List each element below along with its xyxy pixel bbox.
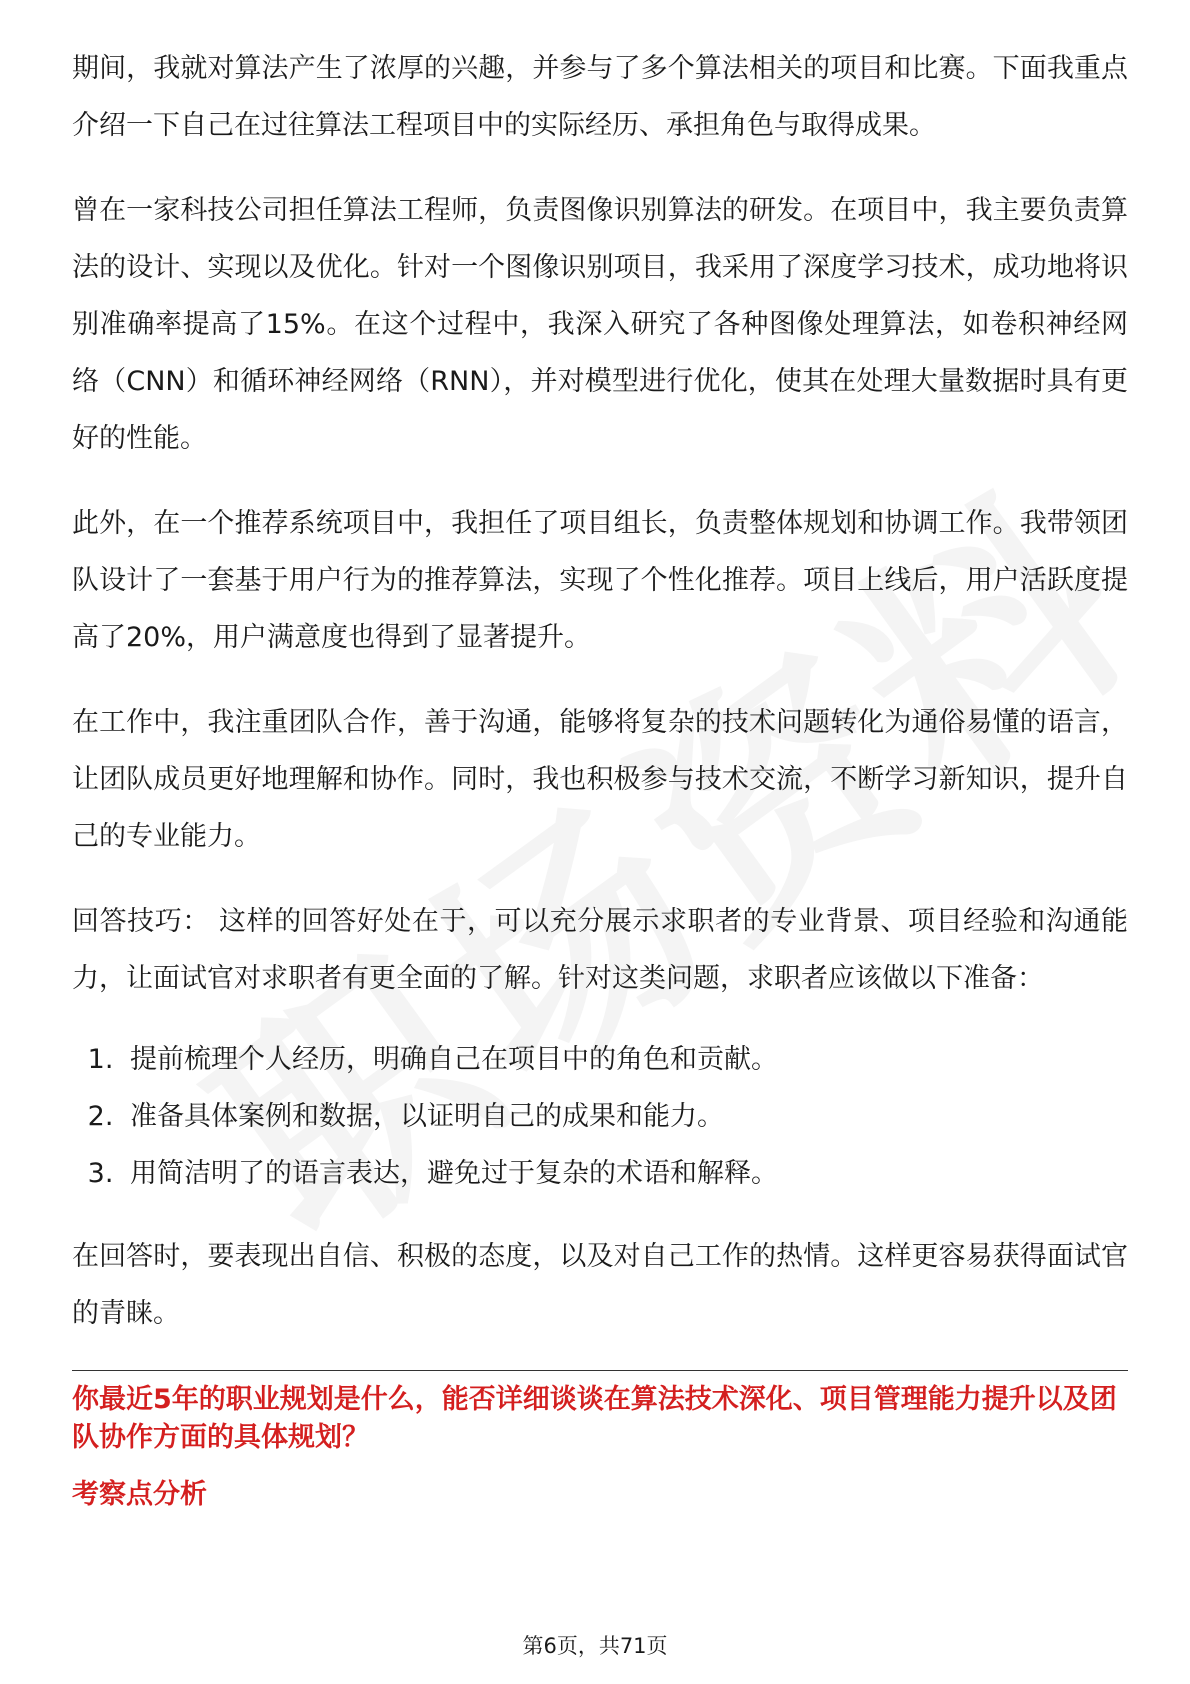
body-paragraph: 在工作中，我注重团队合作，善于沟通，能够将复杂的技术问题转化为通俗易懂的语言，让团队成员更好地理解和协作。同时，我也积极参与技术交流，不断学习新知识，提升自己的专业能力。 [72, 707, 1128, 852]
tips-list [72, 1031, 1128, 1202]
body-paragraph: 期间，我就对算法产生了浓厚的兴趣，并参与了多个算法相关的项目和比赛。下面我重点介绍一下自己在过往算法工程项目中的实际经历、承担角色与取得成果。 [72, 53, 1128, 141]
page-number: 第6页，共71页 [522, 1634, 668, 1658]
list-item: 1. 提前梳理个人经历，明确自己在项目中的角色和贡献。 [122, 1031, 1128, 1088]
section-heading: 考察点分析 [72, 1479, 207, 1510]
closing-paragraph: 在回答时，要表现出自信、积极的态度，以及对自己工作的热情。这样更容易获得面试官的青睐。 [72, 1241, 1128, 1329]
section-divider [72, 1370, 1128, 1371]
body-paragraph: 曾在一家科技公司担任算法工程师，负责图像识别算法的研发。在项目中，我主要负责算法的设计、实现以及优化。针对一个图像识别项目，我采用了深度学习技术，成功地将识别准确率提高了15%。在这个过程中，我深入研究了各种图像处理算法，如卷积神经网络（CNN）和循环神经网络（RNN），并对模型进行优化，使其在处理大量数据时具有更好的性能。 [72, 195, 1128, 454]
document-page [72, 40, 1128, 1515]
answer-tips-paragraph: 回答技巧： 这样的回答好处在于，可以充分展示求职者的专业背景、项目经验和沟通能力，让面试官对求职者有更全面的了解。针对这类问题，求职者应该做以下准备： [72, 906, 1128, 994]
list-item: 2. 准备具体案例和数据，以证明自己的成果和能力。 [122, 1088, 1128, 1145]
body-paragraph: 此外，在一个推荐系统项目中，我担任了项目组长，负责整体规划和协调工作。我带领团队设计了一套基于用户行为的推荐算法，实现了个性化推荐。项目上线后，用户活跃度提高了20%，用户满意度也得到了显著提升。 [72, 508, 1128, 653]
list-item: 3. 用简洁明了的语言表达，避免过于复杂的术语和解释。 [122, 1145, 1128, 1202]
interview-question: 你最近5年的职业规划是什么，能否详细谈谈在算法技术深化、项目管理能力提升以及团队协作方面的具体规划？ [72, 1384, 1117, 1453]
